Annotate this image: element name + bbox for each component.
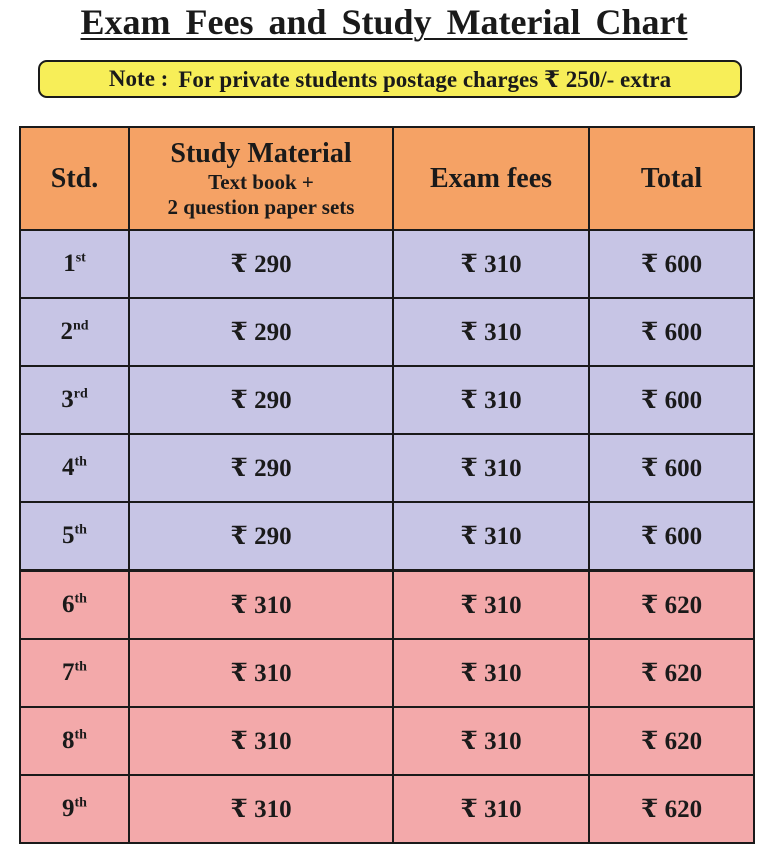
exam-fees-cell: ₹ 310 — [393, 298, 589, 366]
total-cell: ₹ 600 — [589, 230, 754, 298]
header-study-material-sub1: Text book + — [208, 169, 314, 194]
exam-fees-cell: ₹ 310 — [393, 434, 589, 502]
std-cell: 7th — [20, 639, 129, 707]
study-material-cell: ₹ 290 — [129, 366, 393, 434]
std-cell: 2nd — [20, 298, 129, 366]
table-row — [20, 571, 754, 640]
total-cell: ₹ 620 — [589, 775, 754, 843]
std-cell: 6th — [20, 571, 129, 640]
header-exam-fees: Exam fees — [393, 127, 589, 230]
exam-fees-cell: ₹ 310 — [393, 707, 589, 775]
study-material-cell: ₹ 310 — [129, 707, 393, 775]
table-row — [20, 775, 754, 843]
fees-table — [19, 126, 755, 844]
postage-note — [38, 60, 742, 98]
note-text: For private students postage charges ₹ 250/- extra — [178, 66, 672, 92]
exam-fees-cell: ₹ 310 — [393, 366, 589, 434]
study-material-cell: ₹ 290 — [129, 298, 393, 366]
study-material-cell: ₹ 290 — [129, 230, 393, 298]
exam-fees-cell: ₹ 310 — [393, 230, 589, 298]
total-cell: ₹ 600 — [589, 502, 754, 571]
table-row — [20, 639, 754, 707]
study-material-cell: ₹ 310 — [129, 775, 393, 843]
std-cell: 8th — [20, 707, 129, 775]
table-row — [20, 298, 754, 366]
total-cell: ₹ 600 — [589, 366, 754, 434]
study-material-cell: ₹ 310 — [129, 639, 393, 707]
table-row — [20, 230, 754, 298]
total-cell: ₹ 600 — [589, 298, 754, 366]
exam-fees-cell: ₹ 310 — [393, 639, 589, 707]
header-study-material — [129, 127, 393, 230]
total-cell: ₹ 620 — [589, 571, 754, 640]
study-material-cell: ₹ 310 — [129, 571, 393, 640]
study-material-cell: ₹ 290 — [129, 502, 393, 571]
std-cell: 5th — [20, 502, 129, 571]
total-cell: ₹ 620 — [589, 707, 754, 775]
std-cell: 1st — [20, 230, 129, 298]
table-row — [20, 366, 754, 434]
header-std: Std. — [20, 127, 129, 230]
std-cell: 4th — [20, 434, 129, 502]
std-cell: 3rd — [20, 366, 129, 434]
total-cell: ₹ 620 — [589, 639, 754, 707]
table-row — [20, 434, 754, 502]
note-label: Note : — [108, 66, 169, 91]
std-cell: 9th — [20, 775, 129, 843]
table-row — [20, 707, 754, 775]
header-total: Total — [589, 127, 754, 230]
table-row — [20, 502, 754, 571]
page-title: Exam Fees and Study Material Chart — [80, 2, 688, 42]
exam-fees-cell: ₹ 310 — [393, 775, 589, 843]
header-study-material-title: Study Material — [170, 137, 352, 169]
exam-fees-cell: ₹ 310 — [393, 571, 589, 640]
header-study-material-sub2: 2 question paper sets — [167, 194, 355, 219]
total-cell: ₹ 600 — [589, 434, 754, 502]
exam-fees-cell: ₹ 310 — [393, 502, 589, 571]
table-header-row — [20, 127, 754, 230]
study-material-cell: ₹ 290 — [129, 434, 393, 502]
